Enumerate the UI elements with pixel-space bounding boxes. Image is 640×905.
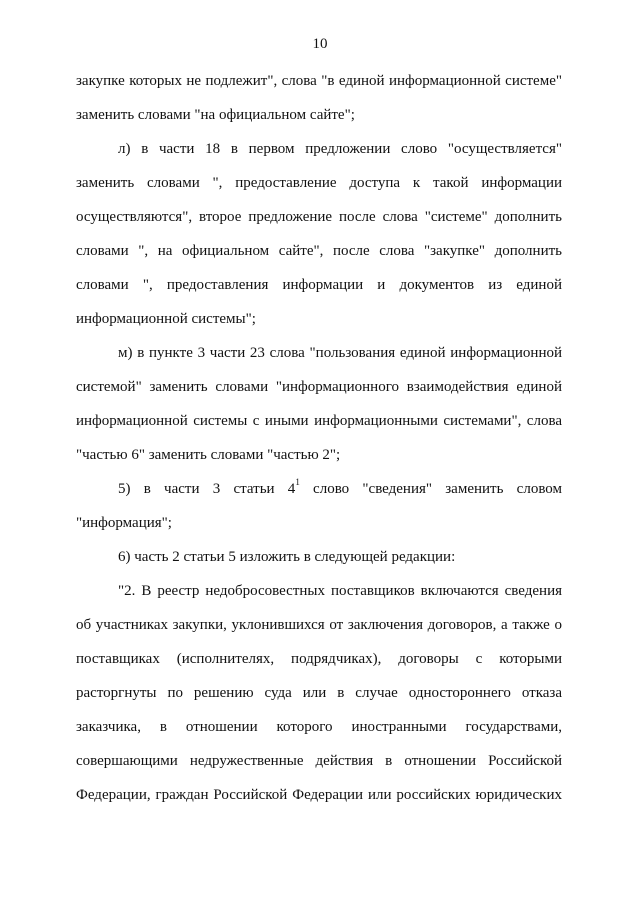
text-line: "2. В реестр недобросовестных поставщиков включаются сведения [118, 583, 562, 599]
text-line: "частью 6" заменить словами "частью 2"; [76, 447, 341, 463]
text-line: системой" заменить словами "информационного взаимодействия единой [76, 379, 562, 395]
text-line: поставщиках (исполнителях, подрядчиках), договоры с которыми [76, 651, 562, 667]
text-line: совершающими недружественные действия в отношении Российской [76, 753, 562, 769]
text-line: заменить словами ", предоставление доступа к такой информации [76, 175, 562, 191]
text-line: заказчика, в отношении которого иностранными государствами, [76, 719, 562, 735]
text-line: 6) часть 2 статьи 5 изложить в следующей редакции: [118, 549, 456, 565]
text-line: осуществляются", второе предложение после слова "системе" дополнить [76, 209, 562, 225]
text-line: информационной системы"; [76, 311, 256, 327]
text-segment: слово "сведения" заменить словом [299, 481, 563, 497]
text-line: л) в части 18 в первом предложении слово "осуществляется" [118, 141, 562, 157]
text-segment: 5) в части 3 статьи 4 [118, 481, 296, 497]
text-line: "информация"; [76, 515, 172, 531]
text-line-with-superscript [118, 479, 562, 499]
text-line: словами ", на официальном сайте", после слова "закупке" дополнить [76, 243, 562, 259]
page-number: 10 [312, 36, 328, 52]
text-line: словами ", предоставления информации и документов из единой [76, 277, 562, 293]
text-line: расторгнуты по решению суда или в случае одностороннего отказа [76, 685, 562, 701]
text-line: м) в пункте 3 части 23 слова "пользования единой информационной [118, 345, 562, 361]
text-line: об участниках закупки, уклонившихся от заключения договоров, а также о [76, 617, 562, 633]
text-line: заменить словами "на официальном сайте"; [76, 107, 355, 123]
superscript: 1 [295, 477, 300, 487]
text-line: информационной системы с иными информационными системами", слова [76, 413, 562, 429]
text-line: закупке которых не подлежит", слова "в единой информационной системе" [76, 73, 562, 89]
text-line: Федерации, граждан Российской Федерации или российских юридических [76, 787, 562, 803]
